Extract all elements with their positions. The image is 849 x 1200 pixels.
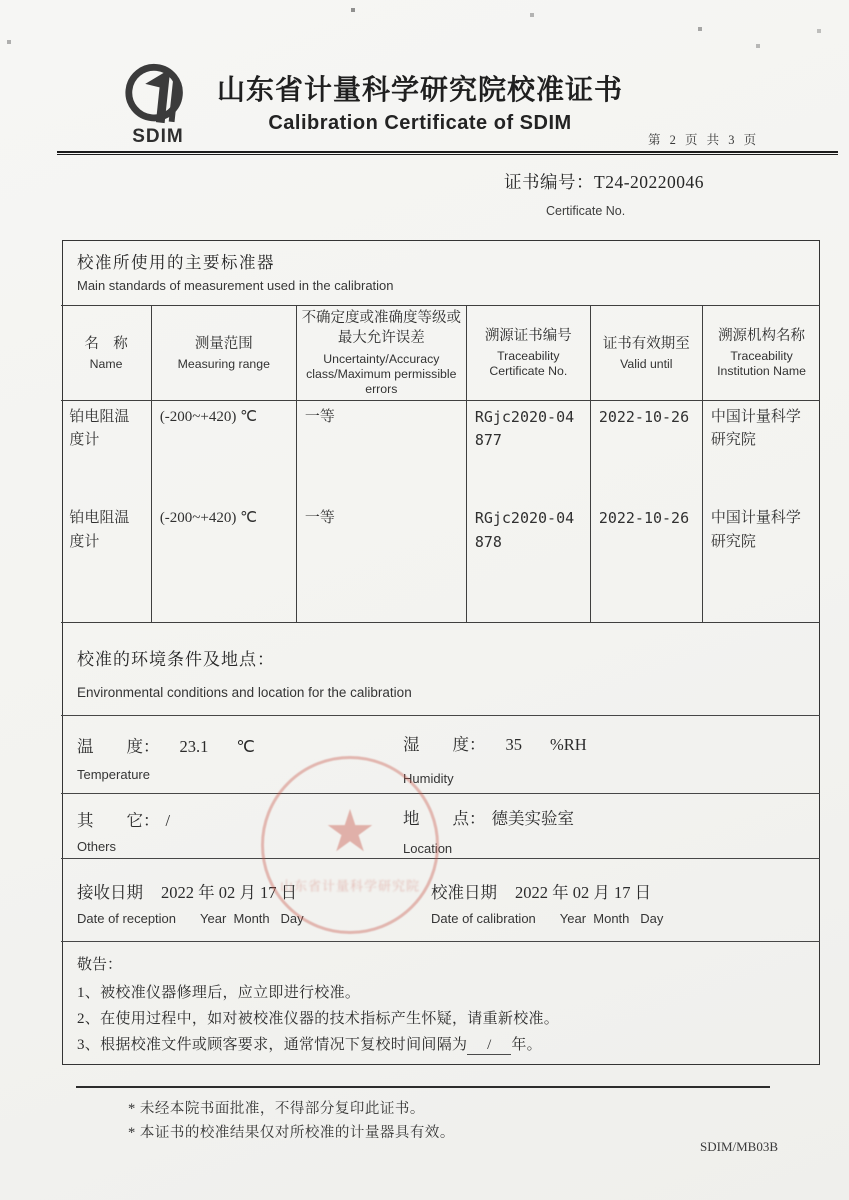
cell-institution: 中国计量科学研究院 <box>702 502 820 603</box>
humidity-label-en: Humidity <box>403 771 454 786</box>
notice-item-2: 2、在使用过程中，如对被校准仪器的技术指标产生怀疑，请重新校准。 <box>77 1011 560 1027</box>
footer-note-1: * 未经本院书面批准，不得部分复印此证书。 <box>128 1101 425 1117</box>
humidity-value: 35 <box>505 735 522 754</box>
others-field: 其 它： / <box>77 811 171 830</box>
env-section-title-en: Environmental conditions and location for the calibration <box>77 685 412 700</box>
cell-name: 铂电阻温度计 <box>69 408 130 448</box>
scan-artifacts <box>0 0 2 2</box>
cell-name: 铂电阻温度计 <box>69 510 130 550</box>
col-header-valid-until: 证书有效期至 Valid until <box>590 306 702 401</box>
temperature-unit: ℃ <box>236 737 255 756</box>
temperature-value: 23.1 <box>179 737 209 756</box>
cell-uncertainty: 一等 <box>296 400 466 502</box>
others-label-en: Others <box>77 839 117 854</box>
cell-valid-until: 2022-10-26 <box>590 502 702 603</box>
section-divider <box>61 793 820 794</box>
temperature-field: 温 度： 23.1 ℃ <box>77 737 255 756</box>
main-content-box <box>62 240 820 1065</box>
cell-cert-no: RGjc2020-04877 <box>466 400 590 502</box>
standards-table <box>61 305 820 623</box>
stamp-star-icon: ★ <box>324 797 376 866</box>
certificate-number-en: Certificate No. <box>546 204 626 218</box>
notice-item-1: 1、被校准仪器修理后，应立即进行校准。 <box>77 985 361 1001</box>
recalibration-interval-blank: / <box>467 1037 511 1055</box>
reception-date-value: 2022 年 02 月 17 日 <box>161 883 298 902</box>
col-header-name: 名 称 Name <box>61 306 151 401</box>
col-header-range: 测量范围 Measuring range <box>151 306 296 401</box>
footer-divider <box>76 1086 770 1088</box>
page-title-en: Calibration Certificate of SDIM <box>268 112 572 134</box>
reception-date-field: 接收日期 2022 年 02 月 17 日 <box>77 883 298 902</box>
col-header-institution: 溯源机构名称 Traceability Institution Name <box>702 306 820 401</box>
cell-valid-until: 2022-10-26 <box>590 400 702 502</box>
certificate-number-value: T24-20220046 <box>594 172 705 192</box>
logo-text: SDIM <box>132 126 184 147</box>
section-divider <box>61 858 820 859</box>
reception-date-en: Date of reception Year Month Day <box>77 911 304 926</box>
cell-cert-no: RGjc2020-04878 <box>466 502 590 603</box>
standards-section-title-cn: 校准所使用的主要标准器 <box>77 253 275 272</box>
standards-table-header-row <box>61 306 820 401</box>
form-number: SDIM/MB03B <box>700 1139 779 1154</box>
calibration-date-field: 校准日期 2022 年 02 月 17 日 <box>431 883 652 902</box>
location-field: 地 点： 德美实验室 <box>403 809 574 828</box>
col-header-traceability-cert: 溯源证书编号 Traceability Certificate No. <box>466 306 590 401</box>
certificate-number-label: 证书编号： <box>504 172 594 192</box>
cell-range: (-200~+420) ℃ <box>151 400 296 502</box>
env-section-title-cn: 校准的环境条件及地点： <box>77 650 275 669</box>
page-number: 第 2 页 共 3 页 <box>648 133 760 147</box>
col-header-uncertainty: 不确定度或准确度等级或最大允许误差 Uncertainty/Accuracy class/Maximum permissible errors <box>296 306 466 401</box>
stamp-text: 山东省计量科学研究院 <box>279 878 421 894</box>
standards-section-title-en: Main standards of measurement used in the calibration <box>77 278 394 293</box>
page-title-cn: 山东省计量科学研究院校准证书 <box>216 75 623 106</box>
header-divider <box>57 151 838 155</box>
footer-note-2: * 本证书的校准结果仅对所校准的计量器具有效。 <box>128 1125 455 1141</box>
humidity-field: 湿 度： 35 %RH <box>403 735 587 754</box>
table-row <box>61 502 820 603</box>
cell-range: (-200~+420) ℃ <box>151 502 296 603</box>
humidity-unit: %RH <box>550 735 587 754</box>
temperature-label-en: Temperature <box>77 767 150 782</box>
table-filler-row <box>61 604 820 623</box>
calibration-date-en: Date of calibration Year Month Day <box>431 911 664 926</box>
location-value: 德美实验室 <box>491 809 574 828</box>
certificate-number <box>504 169 704 194</box>
section-divider <box>61 715 820 716</box>
cell-institution: 中国计量科学研究院 <box>702 400 820 502</box>
section-divider <box>61 941 820 942</box>
notice-item-3: 3、根据校准文件或顾客要求，通常情况下复校时间间隔为 / 年。 <box>77 1037 542 1053</box>
others-value: / <box>165 811 171 830</box>
notice-title: 敬告： <box>77 957 123 973</box>
cell-uncertainty: 一等 <box>296 502 466 603</box>
calibration-date-value: 2022 年 02 月 17 日 <box>515 883 652 902</box>
location-label-en: Location <box>403 841 453 856</box>
table-row <box>61 400 820 502</box>
